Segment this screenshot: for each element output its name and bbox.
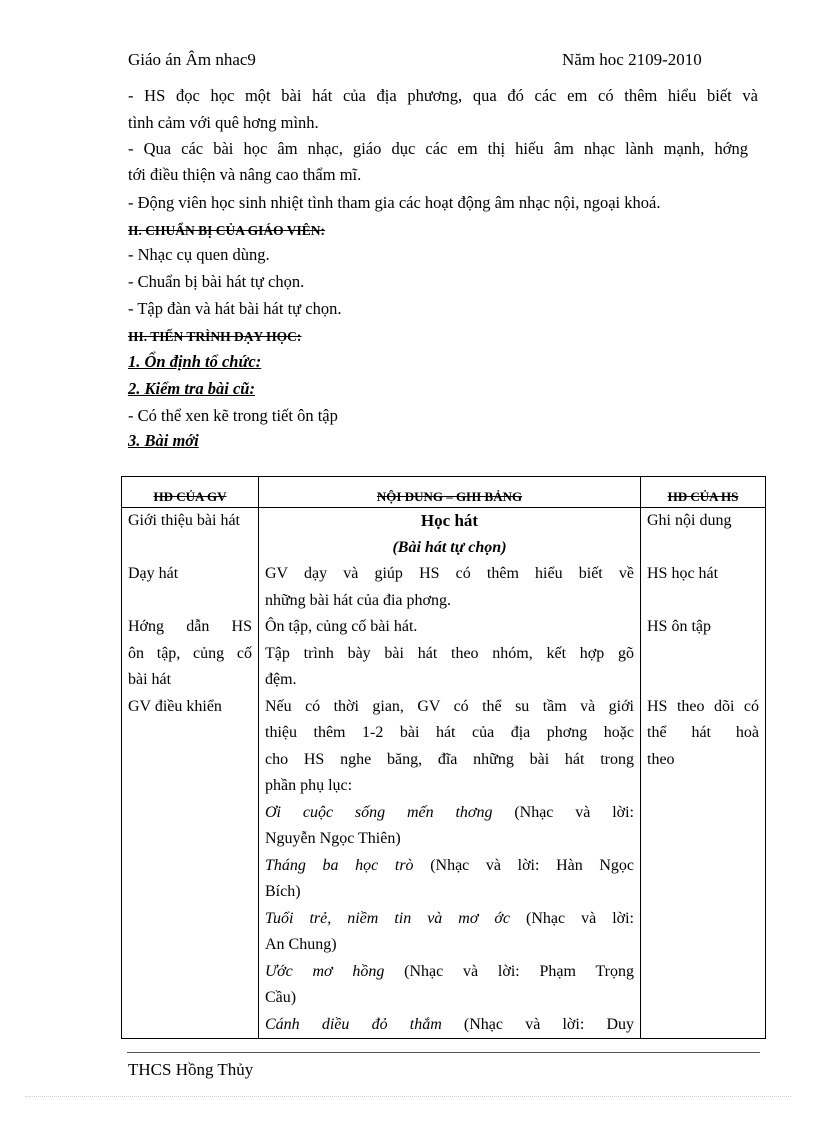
intro-line-4: tới điều thiện và nâng cao thẩm mĩ. bbox=[128, 165, 362, 184]
row1-gv: Giới thiệu bài hát bbox=[122, 508, 259, 562]
song-3: Tuổi trẻ, niềm tin và mơ ớc (Nhạc và lời: bbox=[265, 909, 635, 927]
header-left: Giáo án Âm nhac9 bbox=[128, 50, 256, 69]
header-right: Năm hoc 2109-2010 bbox=[562, 50, 702, 69]
page-break-line bbox=[25, 1096, 791, 1097]
row2-content: GV dạy và giúp HS có thêm hiểu biết về những bài hát của đia phơng. bbox=[259, 561, 641, 614]
section-3-sub-1: 1. Ổn định tổ chức: bbox=[128, 352, 262, 371]
row4-content: Nếu có thời gian, GV có thể su tầm và giới thiệu thêm 1-2 bài hát của địa phơng hoặc cho HS nghe băng, đĩa những bài hát trong phần phụ lục: Ơi cuộc sống mến thơng (Nhạc và lời: Nguyễn Ngọc Thiên) Tháng ba học trò (Nhạc và lời: Hàn Ngọc Bích) Tuổi trẻ, niềm tin và mơ ớc (Nhạc và lời: An Chung) Ước mơ hồng (Nhạc và lời: Phạm Trọng Cầu) Cánh diều đỏ thắm (Nhạc và lời: Duy bbox=[259, 694, 641, 1039]
intro-line-3: - Qua các bài học âm nhạc, giáo dục các em thị hiếu âm nhạc lành mạnh, hớng bbox=[128, 139, 748, 158]
section-2-title: II. CHUẨN BỊ CỦA GIÁO VIÊN: bbox=[128, 223, 326, 238]
row4-hs: HS theo dõi có thể hát hoà theo bbox=[641, 694, 766, 1039]
section-3-title: III. TIẾN TRÌNH DẠY HỌC: bbox=[128, 329, 302, 344]
lesson-subtitle: (Bài hát tự chọn) bbox=[392, 538, 507, 556]
header-content: NỘI DUNG – GHI BẢNG bbox=[259, 477, 641, 508]
row1-content bbox=[259, 508, 641, 562]
intro-line-2: tình cảm với quê hơng mình. bbox=[128, 113, 319, 132]
header-gv: HĐ CỦA GV bbox=[122, 477, 259, 508]
footer-left: THCS Hồng Thủy bbox=[128, 1060, 254, 1079]
table-row bbox=[122, 614, 766, 694]
song-5: Cánh diều đỏ thắm (Nhạc và lời: Duy bbox=[265, 1015, 634, 1033]
lesson-title: Học hát bbox=[420, 511, 479, 530]
section-2-item-1: - Nhạc cụ quen dùng. bbox=[128, 245, 270, 264]
table-row bbox=[122, 694, 766, 1039]
table-row bbox=[122, 508, 766, 562]
header-hs: HĐ CỦA HS bbox=[641, 477, 766, 508]
section-3-sub-2: 2. Kiểm tra bài cũ: bbox=[128, 379, 255, 398]
row2-hs: HS học hát bbox=[641, 561, 766, 614]
table-row bbox=[122, 561, 766, 614]
row3-gv: Hớng dẫn HS ôn tập, củng cố bài hát bbox=[122, 614, 259, 694]
row1-hs: Ghi nội dung bbox=[641, 508, 766, 562]
table-header-row bbox=[122, 477, 766, 508]
intro-line-5: - Động viên học sinh nhiệt tình tham gia các hoạt động âm nhạc nội, ngoại khoá. bbox=[128, 193, 661, 212]
row3-hs: HS ôn tập bbox=[641, 614, 766, 694]
lesson-table bbox=[121, 476, 766, 1039]
row2-gv: Dạy hát bbox=[122, 561, 259, 614]
row3-content: Ôn tập, củng cố bài hát. Tập trình bày bài hát theo nhóm, kết hợp gõ đệm. bbox=[259, 614, 641, 694]
song-2: Tháng ba học trò (Nhạc và lời: Hàn Ngọc bbox=[265, 856, 635, 874]
section-2-item-2: - Chuẩn bị bài hát tự chọn. bbox=[128, 272, 305, 291]
intro-line-1: - HS đọc học một bài hát của địa phương, qua đó các em có thêm hiểu biết và bbox=[128, 86, 758, 105]
song-1: Ơi cuộc sống mến thơng (Nhạc và lời: bbox=[265, 803, 634, 821]
section-2-item-3: - Tập đàn và hát bài hát tự chọn. bbox=[128, 299, 342, 318]
section-3-sub-3: 3. Bài mới bbox=[128, 431, 199, 450]
row4-gv: GV điều khiển bbox=[122, 694, 259, 1039]
song-4: Ước mơ hồng (Nhạc và lời: Phạm Trọng bbox=[265, 962, 634, 980]
section-3-sub-2-note: - Có thể xen kẽ trong tiết ôn tập bbox=[128, 406, 338, 425]
footer-rule bbox=[127, 1052, 760, 1053]
